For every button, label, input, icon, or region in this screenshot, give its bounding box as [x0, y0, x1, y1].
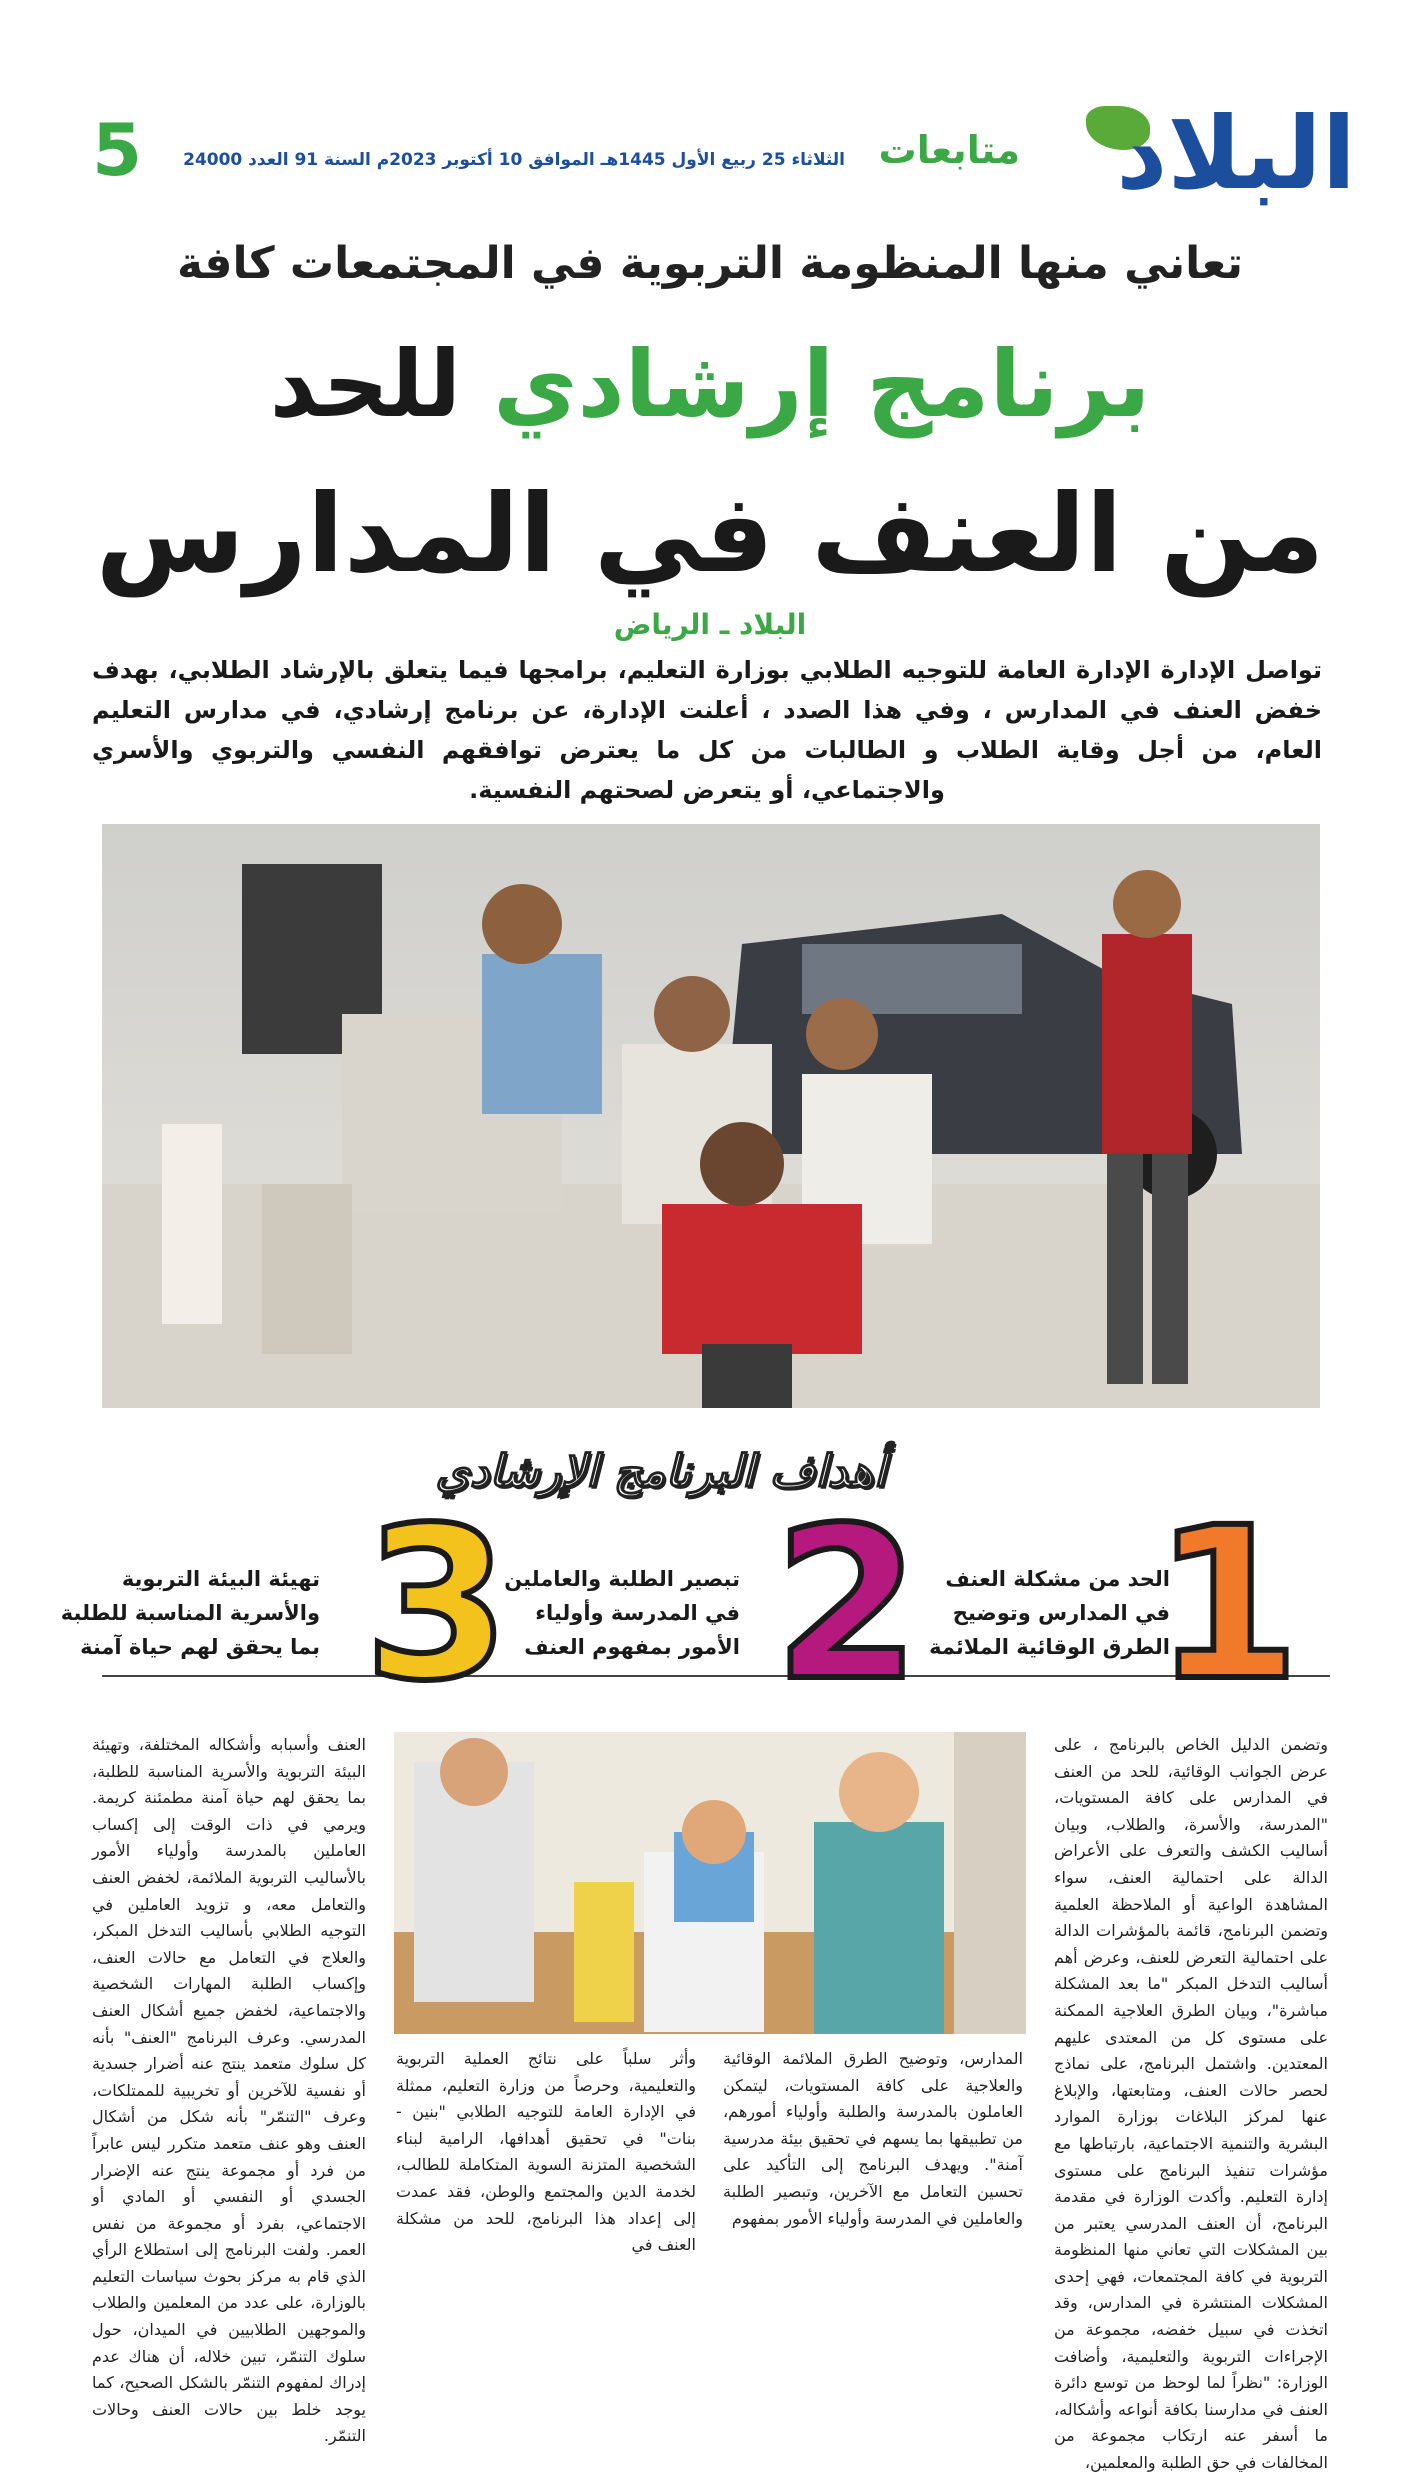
article-column-1: وتضمن الدليل الخاص بالبرنامج ، على عرض الجوانب الوقائية، للحد من العنف في المدارس على كافة المستويات، "المدرسة، والأسرة، والطلاب، وبيان أساليب الكشف والتعرف على الأعراض الدالة على احتمالية العنف، سواء المشاهدة الواعية أو الملاحظة العلمية وتضمن البرنامج، قائمة بالمؤشرات الدالة على احتمالية التعرض للعنف، وعرض أهم أساليب التدخل المبكر "ما بعد المشكلة مباشرة"، وبيان الطرق العلاجية الممكنة على مستوى كل من المعتدى عليهم المعتدين. واشتمل البرنامج، على نماذج لحصر حالات العنف، ومتابعتها، والإبلاغ عنها لمركز البلاغات بوزارة الموارد البشرية والتنمية الاجتماعية، بارتباطها مع مؤشرات تنفيذ البرنامج على مستوى إدارة التعليم. وأكدت الوزارة في مقدمة البرنامج، أن العنف المدرسي يعتبر من بين المشكلات التي تعاني منها المنظومة التربوية في كافة المجتمعات، فهي إحدى المشكلات المنتشرة في المدارس، وقد اتخذت في سبيل خفضه، مجموعة من الإجراءات التربوية والتعليمية، وأضافت الوزارة: "نظراً لما لوحظ من توسع دائرة العنف في مدارسنا بكافة أنواعه وأشكاله، ما أسفر عنه ارتكاب مجموعة من المخالفات في حق الطلبة والمعلمين، [1054, 1735, 1328, 2473]
intro-paragraph: تواصل الإدارة الإدارة العامة للتوجيه الطلابي بوزارة التعليم، برامجها فيما يتعلق بالإرشاد الطلابي، بهدف خفض العنف في المدارس ، وفي هذا الصدد ، أعلنت الإدارة، عن برنامج إرشادي، في مدارس التعليم العام، من أجل وقاية الطلاب و الطالبات من كل ما يعترض توافقهم النفسي والتربوي والأسري والاجتماعي، أو يتعرض لصحتهم النفسية. [92, 656, 1322, 804]
main-photo [102, 824, 1320, 1408]
goal-2-number: 2 [773, 1482, 920, 1727]
newspaper-logo [1056, 95, 1356, 220]
goal-2-text: تبصير الطلبة والعاملين في المدرسة وأولياء الأمور بمفهوم العنف [504, 1567, 740, 1659]
dateline: الثلاثاء 25 ربيع الأول 1445هـ الموافق 10 أكتوبر 2023م السنة 91 العدد 24000 [183, 150, 845, 170]
article-column-2: وأثر سلباً على نتائج العملية التربوية والتعليمية، وحرصاً من وزارة التعليم، ممثلة في الإدارة العامة للتوجيه الطلابي "بنين - بنات" في تحقيق أهدافها، الرامية لبناء الشخصية المتزنة السوية المتكاملة للطالب، لخدمة الدين والمجتمع والوطن، فقد عمدت إلى إعداد هذا البرنامج، للحد من مشكلة العنف في [396, 2049, 696, 2255]
section-label: متابعات [878, 128, 1020, 172]
classroom-children-photo [394, 1732, 1026, 2034]
headline-black-part: للحد [269, 331, 462, 438]
goals-divider [102, 1675, 1330, 1677]
page-number: 5 [92, 108, 143, 192]
main-headline-line1 [0, 330, 1420, 440]
kicker-headline: تعاني منها المنظومة التربوية في المجتمعات كافة [176, 238, 1244, 289]
byline: البلاد ـ الرياض [613, 608, 807, 641]
schoolboys-fighting-photo [102, 824, 1320, 1408]
goal-1-text: الحد من مشكلة العنف في المدارس وتوضيح الطرق الوقائية الملائمة [929, 1567, 1170, 1659]
goals-title: أهداف البرنامج الإرشادي [435, 1446, 886, 1497]
goal-3-number: 3 [363, 1482, 510, 1727]
article-column-3: المدارس، وتوضيح الطرق الملائمة الوقائية والعلاجية على كافة المستويات، ليتمكن العاملون بالمدرسة والطلبة وأولياء أمورهم، من تطبيقها بما يسهم في تحقيق بيئة مدرسية آمنة". ويهدف البرنامج إلى التأكيد على تحسين التعامل مع الآخرين، وتبصير الطلبة والعاملين في المدرسة وأولياء الأمور بمفهوم [723, 2049, 1023, 2228]
bottom-photo [394, 1732, 1026, 2034]
headline-green-part: برنامج إرشادي [493, 331, 1151, 438]
goal-1-number: 1 [1153, 1482, 1300, 1727]
main-headline-line2: من العنف في المدارس [95, 472, 1325, 597]
goal-3-text: تهيئة البيئة التربوية والأسرية المناسبة للطلبة بما يحقق لهم حياة آمنة [60, 1567, 320, 1659]
logo-text: البلاد [1116, 95, 1356, 212]
article-column-4: العنف وأسبابه وأشكاله المختلفة، وتهيئة البيئة التربوية والأسرية المناسبة للطلبة، بما يحقق لهم حياة آمنة مطمئنة كريمة. ويرمي في ذات الوقت إلى إكساب العاملين بالمدرسة وأولياء الأمور بالأساليب التربوية الملائمة، لخفض العنف والتعامل معه، و تزويد العاملين في التوجيه الطلابي بأساليب التدخل المبكر، والعلاج في التعامل مع حالات العنف، وإكساب الطلبة المهارات الشخصية والاجتماعية، لخفض جميع أشكال العنف المدرسي. وعرف البرنامج "العنف" بأنه كل سلوك متعمد ينتج عنه أضرار جسدية أو نفسية للآخرين أو تخريبية للممتلكات، وعرف "التنمّر" بأنه شكل من أشكال العنف وهو عنف متعمد متكرر ليس عابراً من فرد أو مجموعة ينتج عنه الإضرار الجسدي أو النفسي أو المادي أو الاجتماعي، بفرد أو مجموعة من نفس العمر. ولفت البرنامج إلى استطلاع الرأي الذي قام به مركز بحوث سياسات التعليم بالوزارة، على عدد من المعلمين والطلاب والموجهين الطلابيين في الميدان، حول سلوك التنمّر، تبين خلاله، أن هناك عدم إدراك لمفهوم التنمّر بالشكل الصحيح، كما يوجد خلط بين حالات العنف وحالات التنمّر. [92, 1735, 366, 2446]
